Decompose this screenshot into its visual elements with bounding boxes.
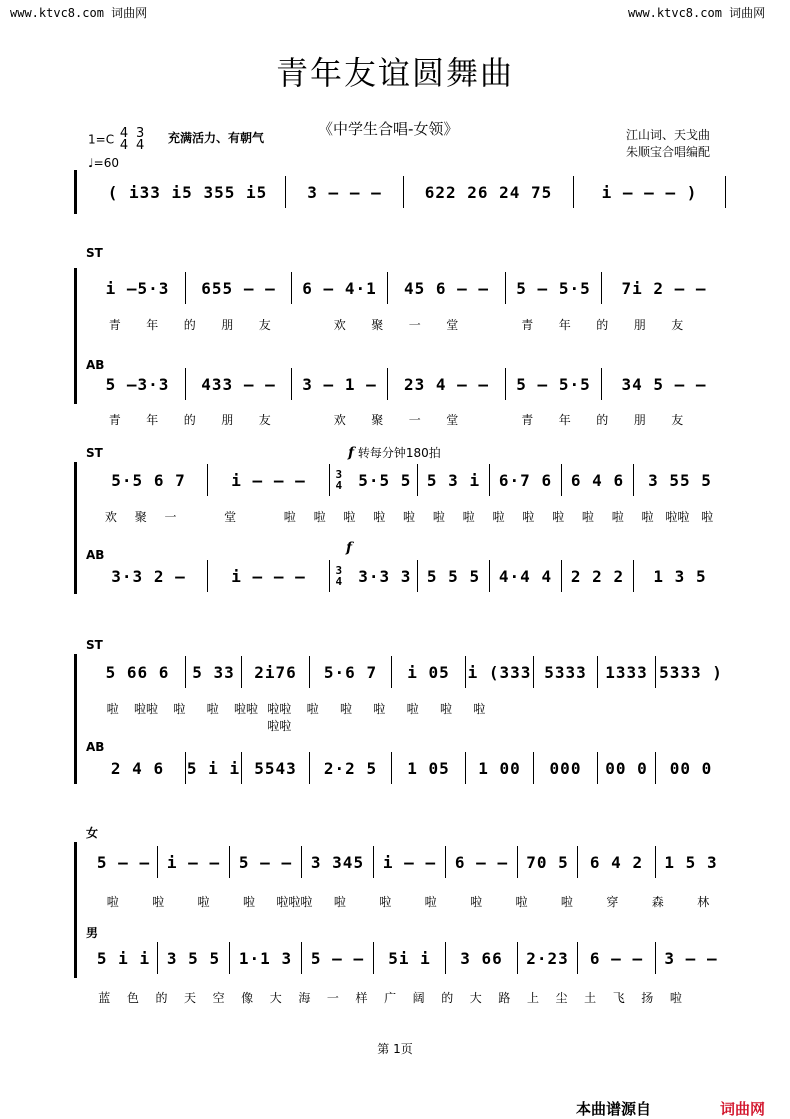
lyric: 广 xyxy=(384,991,397,1005)
lyric: 空 xyxy=(212,991,225,1005)
measure: 622 26 24 75 xyxy=(404,176,574,208)
lyric: 啦 xyxy=(379,895,392,909)
lyric: 友 xyxy=(671,413,684,427)
measure: 5 i i xyxy=(90,942,158,974)
measure: 5 i i xyxy=(186,752,242,784)
lyric: 青 xyxy=(108,413,121,427)
lyric: 啦 xyxy=(492,510,505,524)
measure: 1·1 3 xyxy=(230,942,302,974)
measure: 6 — — xyxy=(578,942,656,974)
part-label-ab: AB xyxy=(86,740,105,754)
time-sig-2-bottom: 4 xyxy=(136,138,145,153)
time-sig-1-top: 4 xyxy=(119,126,129,141)
lyric: 朋 xyxy=(221,318,234,332)
lyric: 朋 xyxy=(633,413,646,427)
lyric: 啦啦啦 xyxy=(276,895,313,909)
system2-ab-staff xyxy=(90,368,726,400)
lyric: 友 xyxy=(258,413,271,427)
lyric: 一 xyxy=(326,991,339,1005)
measure: 6·7 6 xyxy=(490,464,562,496)
measure: 00 0 xyxy=(669,758,713,778)
lyric: 啦 xyxy=(173,702,186,716)
lyric: 啦 xyxy=(283,510,296,524)
lyric: 上 xyxy=(526,991,539,1005)
lyric: 年 xyxy=(146,413,159,427)
measure: 4·4 4 xyxy=(490,560,562,592)
measure: 5·5 6 7 xyxy=(90,464,208,496)
key-signature xyxy=(88,128,146,152)
measure: 5 — — xyxy=(230,846,302,878)
measure: 3 5 5 xyxy=(158,942,230,974)
lyric: 阔 xyxy=(412,991,425,1005)
lyric: 啦 xyxy=(373,510,386,524)
system4-st-lyrics xyxy=(96,700,496,734)
lyric: 的 xyxy=(183,318,196,332)
measure: 1 00 xyxy=(466,752,534,784)
lyric: 啦啦啦啦 xyxy=(267,702,292,733)
system5-female-staff xyxy=(90,846,726,878)
lyric: 啦 xyxy=(152,895,165,909)
lyric xyxy=(185,508,215,525)
measure: 5 5 5 xyxy=(418,560,490,592)
system4-ab-staff xyxy=(90,752,726,784)
lyric: 一 xyxy=(408,413,421,427)
lyric: 啦 xyxy=(515,895,528,909)
dynamic-forte-ab: f xyxy=(346,540,353,556)
lyric: 啦 xyxy=(611,510,624,524)
measure: 2 4 6 xyxy=(90,752,186,784)
lyric: 飞 xyxy=(612,991,625,1005)
measure: 6 — 4·1 xyxy=(292,272,388,304)
expression-mark: 充满活力、有朝气 xyxy=(168,131,265,145)
measure xyxy=(330,464,418,496)
lyric: 啦啦 xyxy=(133,702,158,716)
lyric: 蓝 xyxy=(98,991,111,1005)
lyric: 啦 xyxy=(242,895,255,909)
lyric: 啦 xyxy=(439,702,452,716)
measure: 2·23 xyxy=(518,942,578,974)
part-label-ab: AB xyxy=(86,548,105,562)
measure: 3 66 xyxy=(446,942,518,974)
lyric: 堂 xyxy=(224,510,237,524)
lyric xyxy=(471,411,509,428)
lyric: 青 xyxy=(521,413,534,427)
lyric xyxy=(284,411,322,428)
part-label-st: ST xyxy=(86,446,103,460)
measure: 2·2 5 xyxy=(310,752,392,784)
measure: 5333 xyxy=(534,656,598,688)
lyric xyxy=(284,316,322,333)
lyric: 青 xyxy=(521,318,534,332)
site-logo[interactable]: 词曲网 xyxy=(720,1100,766,1118)
lyric: 路 xyxy=(498,991,511,1005)
lyric: 啦 xyxy=(669,991,682,1005)
measure: 5 — 5·5 xyxy=(506,368,602,400)
lyric: 啦啦 xyxy=(233,702,258,716)
time-signature xyxy=(336,565,344,587)
measure: 1 05 xyxy=(392,752,466,784)
part-label-st: ST xyxy=(86,246,103,260)
lyric: 朋 xyxy=(633,318,646,332)
lyric: 大 xyxy=(469,991,482,1005)
lyric: 欢 xyxy=(333,413,346,427)
measure-notes: 5·5 5 xyxy=(358,470,412,490)
measure xyxy=(330,560,418,592)
tempo-change-text: 转每分钟180拍 xyxy=(357,446,441,460)
credits xyxy=(626,127,710,161)
lyric: 啦 xyxy=(306,702,319,716)
lyric: 土 xyxy=(584,991,597,1005)
dynamic-forte: f xyxy=(348,445,355,461)
time-sig-1-bottom: 4 xyxy=(119,138,129,153)
measure: 5 —3·3 xyxy=(90,368,186,400)
lyric: 啦 xyxy=(406,702,419,716)
measure: 2i76 xyxy=(242,656,310,688)
measure: 6 4 6 xyxy=(562,464,634,496)
measure: 3 345 xyxy=(302,846,374,878)
measure: 00 0 xyxy=(598,752,656,784)
system3-st-lyrics xyxy=(96,508,722,525)
lyric: 啦 xyxy=(197,895,210,909)
lyric: 海 xyxy=(298,991,311,1005)
measure: 000 xyxy=(534,752,598,784)
lyric: 像 xyxy=(241,991,254,1005)
key-text: 1=C xyxy=(88,132,115,147)
time-signature-1 xyxy=(120,128,128,152)
lyric: 一 xyxy=(408,318,421,332)
lyric: 啦 xyxy=(462,510,475,524)
lyric: 啦 xyxy=(313,510,326,524)
measure: 5i i xyxy=(374,942,446,974)
time-sig-top: 3 xyxy=(335,468,344,481)
lyric: 友 xyxy=(671,318,684,332)
lyric: 的 xyxy=(155,991,168,1005)
lyric: 啦 xyxy=(473,702,486,716)
lyric: 的 xyxy=(441,991,454,1005)
lyric: 啦 xyxy=(581,510,594,524)
measure: i — — xyxy=(374,846,446,878)
lyric: 样 xyxy=(355,991,368,1005)
time-sig-bottom: 4 xyxy=(335,575,344,588)
measure: 1333 xyxy=(598,656,656,688)
measure: 5333 ) xyxy=(659,662,723,682)
lyric: 大 xyxy=(269,991,282,1005)
system3-ab-staff xyxy=(90,560,726,592)
lyric: 啦 xyxy=(403,510,416,524)
system5-bracket xyxy=(74,842,77,978)
system3-bracket xyxy=(74,462,77,594)
lyric: 朋 xyxy=(221,413,234,427)
tempo-change xyxy=(348,444,441,461)
lyric: 尘 xyxy=(555,991,568,1005)
source-text: 本曲谱源自 xyxy=(576,1100,652,1118)
measure: 5 3 i xyxy=(418,464,490,496)
measure: 5543 xyxy=(242,752,310,784)
lyric: 啦 xyxy=(106,895,119,909)
site-url-right[interactable]: www.ktvc8.com 词曲网 xyxy=(628,6,766,20)
time-sig-bottom: 4 xyxy=(335,479,344,492)
system5-female-lyrics xyxy=(90,893,726,910)
lyric: 天 xyxy=(184,991,197,1005)
measure: 2 2 2 xyxy=(562,560,634,592)
lyric: 啦 xyxy=(424,895,437,909)
measure: 3 55 5 xyxy=(648,470,712,490)
lyric: 堂 xyxy=(446,413,459,427)
system2-st-lyrics xyxy=(96,316,696,333)
credits-line2: 朱顺宝合唱编配 xyxy=(626,145,711,159)
lyric: 啦 xyxy=(701,510,714,524)
time-sig-top: 3 xyxy=(335,564,344,577)
lyric: 的 xyxy=(596,318,609,332)
lyric: 聚 xyxy=(371,413,384,427)
song-title: 青年友谊圆舞曲 xyxy=(275,54,514,92)
lyric: 啦 xyxy=(339,702,352,716)
measure-notes: 3·3 3 xyxy=(358,566,412,586)
measure: 3 — — xyxy=(664,948,718,968)
measure: i — — xyxy=(158,846,230,878)
system5-male-staff xyxy=(90,942,726,974)
tempo-marking: ♩=60 xyxy=(88,156,119,170)
measure: ( i33 i5 355 i5 xyxy=(90,176,286,208)
lyric: 一 xyxy=(164,510,177,524)
measure: i 05 xyxy=(392,656,466,688)
lyric: 啦 xyxy=(552,510,565,524)
measure: 5 66 6 xyxy=(90,656,186,688)
lyric: 啦 xyxy=(522,510,535,524)
lyric: 啦 xyxy=(333,895,346,909)
system3-st-staff xyxy=(90,464,726,496)
time-signature xyxy=(336,469,344,491)
lyric: 林 xyxy=(697,895,710,909)
measure: 34 5 — — xyxy=(621,374,707,394)
measure: 5 — — xyxy=(302,942,374,974)
lyric: 啦 xyxy=(470,895,483,909)
measure: 7i 2 — — xyxy=(621,278,707,298)
lyric: 色 xyxy=(126,991,139,1005)
lyric: 聚 xyxy=(371,318,384,332)
measure: i — — — ) xyxy=(574,176,726,208)
measure: 3 — — — xyxy=(286,176,404,208)
lyric: 森 xyxy=(651,895,664,909)
lyric: 啦啦 xyxy=(665,510,690,524)
lyric: 欢 xyxy=(333,318,346,332)
measure: 3·3 2 — xyxy=(90,560,208,592)
lyric: 啦 xyxy=(106,702,119,716)
measure: 6 4 2 xyxy=(578,846,656,878)
part-label-female: 女 xyxy=(86,826,99,840)
measure: 3 — 1 — xyxy=(292,368,388,400)
lyric: 青 xyxy=(108,318,121,332)
lyric: 聚 xyxy=(134,510,147,524)
measure: 5·6 7 xyxy=(310,656,392,688)
part-label-male: 男 xyxy=(86,926,99,940)
system4-st-staff xyxy=(90,656,726,688)
measure: 5 — — xyxy=(90,846,158,878)
measure: 23 4 — — xyxy=(388,368,506,400)
part-label-ab: AB xyxy=(86,358,105,372)
lyric: 的 xyxy=(183,413,196,427)
system2-bracket xyxy=(74,268,77,404)
measure: i — — — xyxy=(208,560,330,592)
lyric: 啦 xyxy=(432,510,445,524)
measure: 433 — — xyxy=(186,368,292,400)
lyric: 啦 xyxy=(560,895,573,909)
measure: 5 33 xyxy=(186,656,242,688)
system1-bracket xyxy=(74,170,77,214)
measure: 70 5 xyxy=(518,846,578,878)
lyric: 啦 xyxy=(373,702,386,716)
site-url-left[interactable]: www.ktvc8.com 词曲网 xyxy=(10,6,148,20)
lyric: 友 xyxy=(258,318,271,332)
system1-staff xyxy=(90,176,726,208)
system4-bracket xyxy=(74,654,77,784)
lyric: 欢 xyxy=(104,510,117,524)
subtitle: 《中学生合唱-女领》 xyxy=(318,120,459,138)
measure: i (333 xyxy=(466,656,534,688)
measure: 1 3 5 xyxy=(653,566,707,586)
measure: 5 — 5·5 xyxy=(506,272,602,304)
measure: 6 — — xyxy=(446,846,518,878)
lyric: 的 xyxy=(596,413,609,427)
lyric: 啦 xyxy=(206,702,219,716)
credits-line1: 江山词、天戈曲 xyxy=(626,128,711,142)
measure: 45 6 — — xyxy=(388,272,506,304)
measure: 1 5 3 xyxy=(664,852,718,872)
measure: 655 — — xyxy=(186,272,292,304)
lyric xyxy=(245,508,275,525)
lyric: 穿 xyxy=(606,895,619,909)
lyric: 年 xyxy=(558,413,571,427)
system2-st-staff xyxy=(90,272,726,304)
lyric: 堂 xyxy=(446,318,459,332)
measure: i — — — xyxy=(208,464,330,496)
time-signature-2 xyxy=(136,128,144,152)
page-number: 第 1页 xyxy=(377,1042,413,1056)
lyric: 啦 xyxy=(641,510,654,524)
lyric: 年 xyxy=(146,318,159,332)
lyric: 啦 xyxy=(343,510,356,524)
lyric: 扬 xyxy=(641,991,654,1005)
lyric: 年 xyxy=(558,318,571,332)
part-label-st: ST xyxy=(86,638,103,652)
lyric xyxy=(471,316,509,333)
time-sig-2-top: 3 xyxy=(136,126,145,141)
system5-male-lyrics xyxy=(90,989,690,1006)
measure: i —5·3 xyxy=(90,272,186,304)
system2-ab-lyrics xyxy=(96,411,696,428)
